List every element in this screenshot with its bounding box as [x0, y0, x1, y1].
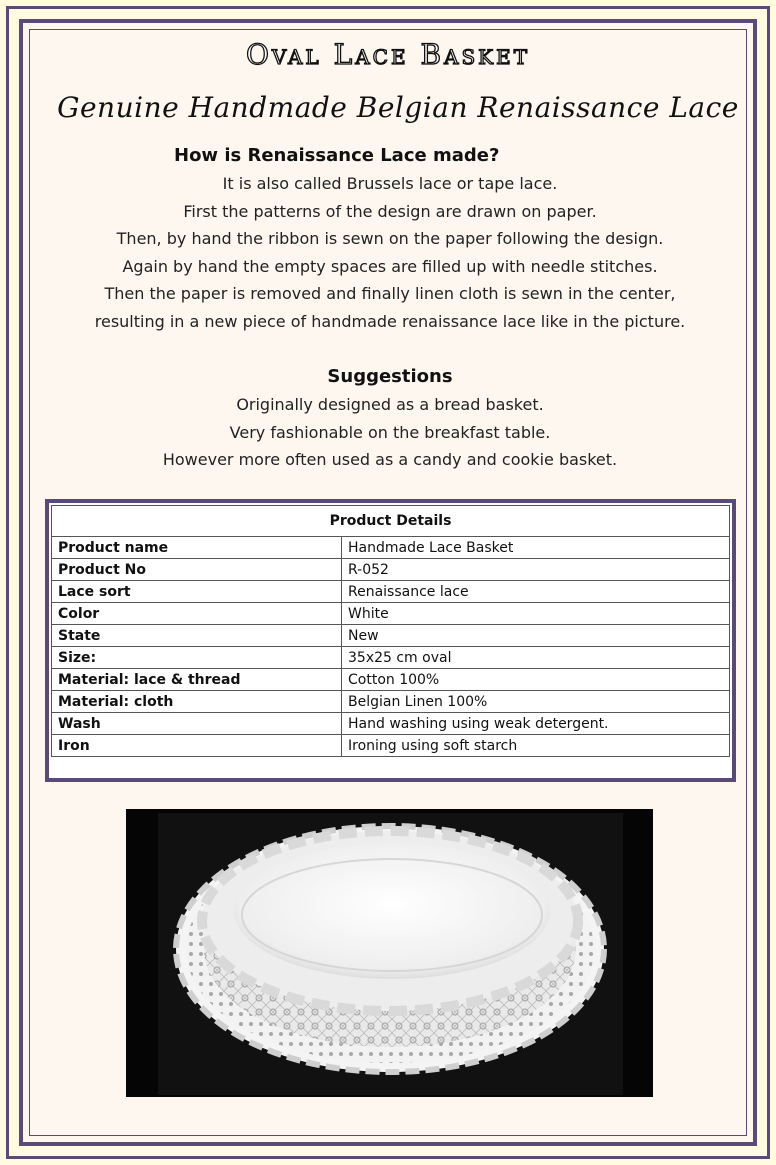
linen-center	[234, 843, 550, 979]
table-row	[52, 603, 730, 625]
table-row	[52, 669, 730, 691]
row-label: Size:	[52, 647, 342, 669]
row-value: Cotton 100%	[342, 669, 730, 691]
row-label: Material: cloth	[52, 691, 342, 713]
row-label: Material: lace & thread	[52, 669, 342, 691]
row-value: White	[342, 603, 730, 625]
row-value: 35x25 cm oval	[342, 647, 730, 669]
page-subtitle: Genuine Handmade Belgian Renaissance Lace	[57, 91, 739, 124]
row-value: Ironing using soft starch	[342, 735, 730, 757]
table-row	[52, 537, 730, 559]
product-details-table	[51, 505, 730, 757]
row-value: R-052	[342, 559, 730, 581]
text-line: Originally designed as a bread basket.	[236, 395, 544, 414]
suggestions-heading: Suggestions	[327, 366, 453, 387]
table-row	[52, 625, 730, 647]
row-value: Renaissance lace	[342, 581, 730, 603]
table-row	[52, 581, 730, 603]
row-label: Iron	[52, 735, 342, 757]
row-value: Handmade Lace Basket	[342, 537, 730, 559]
table-row	[52, 691, 730, 713]
row-label: Wash	[52, 713, 342, 735]
table-heading: Product Details	[52, 506, 730, 537]
row-label: Product No	[52, 559, 342, 581]
text-line: Very fashionable on the breakfast table.	[229, 422, 551, 442]
how-made-text	[30, 170, 750, 335]
row-label: State	[52, 625, 342, 647]
product-photo	[126, 809, 653, 1097]
suggestions-text	[30, 391, 750, 474]
table-row	[52, 713, 730, 735]
text-line: Then the paper is removed and finally linen cloth is sewn in the center,	[104, 284, 676, 303]
text-line: resulting in a new piece of handmade renaissance lace like in the picture.	[94, 311, 686, 331]
row-value: New	[342, 625, 730, 647]
text-line: It is also called Brussels lace or tape lace.	[222, 174, 558, 193]
page-title: Oval Lace Basket	[245, 38, 531, 71]
row-label: Product name	[52, 537, 342, 559]
lace-basket-illustration	[126, 809, 653, 1097]
text-line: Then, by hand the ribbon is sewn on the paper following the design.	[116, 229, 664, 248]
text-line: However more often used as a candy and cookie basket.	[162, 450, 618, 469]
table-row	[52, 559, 730, 581]
table-header-row	[52, 506, 730, 537]
table-row	[52, 647, 730, 669]
how-made-heading: How is Renaissance Lace made?	[174, 145, 500, 166]
text-line: Again by hand the empty spaces are filled up with needle stitches.	[122, 256, 658, 276]
row-value: Belgian Linen 100%	[342, 691, 730, 713]
row-value: Hand washing using weak detergent.	[342, 713, 730, 735]
text-line: First the patterns of the design are drawn on paper.	[183, 201, 597, 221]
row-label: Lace sort	[52, 581, 342, 603]
table-row	[52, 735, 730, 757]
row-label: Color	[52, 603, 342, 625]
